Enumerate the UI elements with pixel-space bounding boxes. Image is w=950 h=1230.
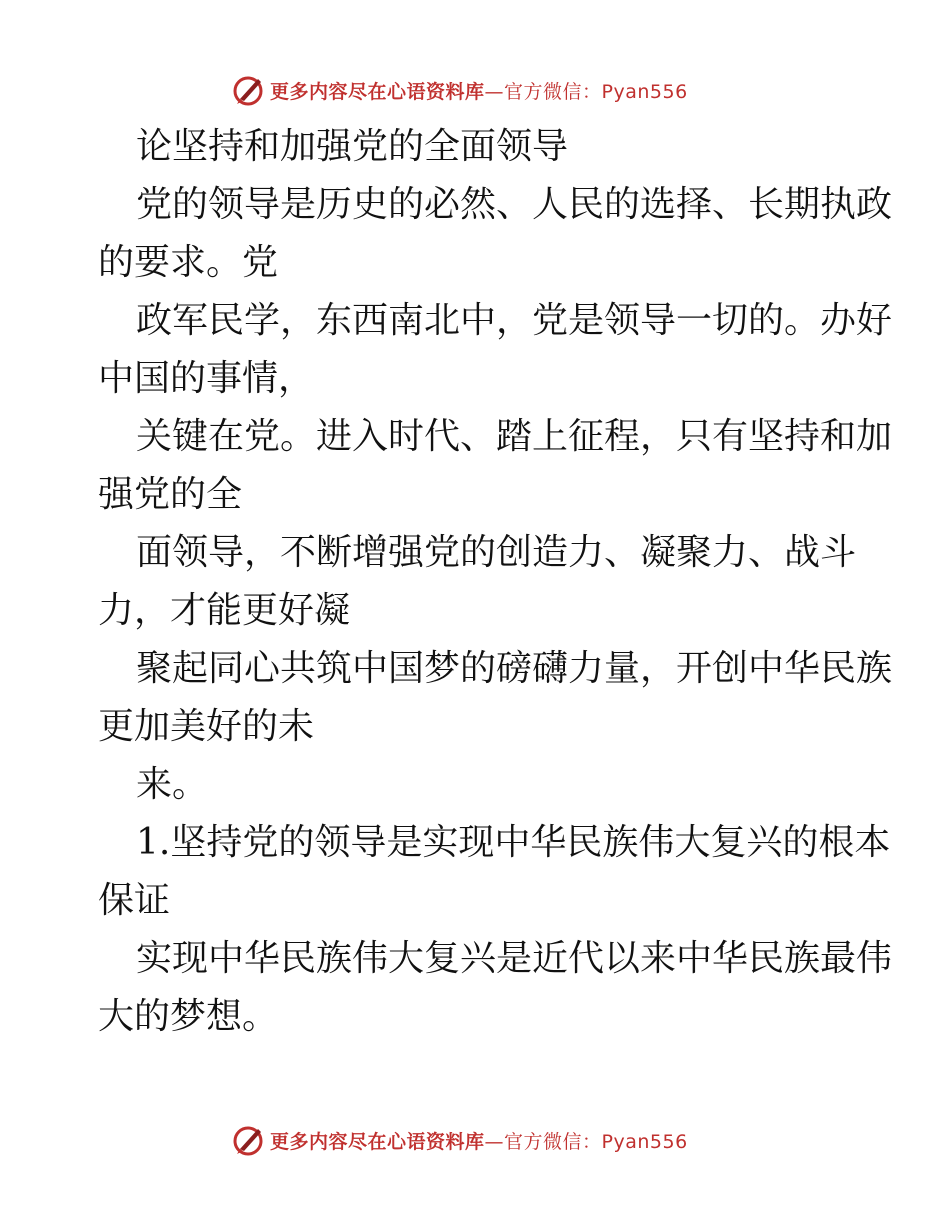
- text-line: 聚起同心共筑中国梦的磅礴力量，开创中华民族: [136, 648, 893, 689]
- text-line: 的要求。党: [98, 242, 279, 283]
- text-line: 中国的事情，: [98, 358, 315, 399]
- watermark-wechat-text: 官方微信：Pyan556: [504, 80, 688, 103]
- quill-logo-icon: [232, 73, 266, 107]
- text-line: 面领导，不断增强党的创造力、凝聚力、战斗: [136, 532, 857, 573]
- text-line: 关键在党。进入时代、踏上征程，只有坚持和加: [136, 416, 893, 457]
- text-line: 保证: [98, 880, 171, 921]
- text-line: 更加美好的未: [98, 706, 315, 747]
- document-body: [98, 118, 893, 1046]
- header-watermark: [232, 72, 712, 108]
- watermark-separator: —: [484, 80, 505, 103]
- text-line: 实现中华民族伟大复兴是近代以来中华民族最伟: [136, 938, 893, 979]
- watermark-main-text: 更多内容尽在心语资料库: [270, 1130, 485, 1153]
- text-line: 大的梦想。: [98, 996, 279, 1037]
- text-line: 党的领导是历史的必然、人民的选择、长期执政: [136, 184, 893, 225]
- section-heading: 1.坚持党的领导是实现中华民族伟大复兴的根本: [136, 822, 891, 863]
- text-line: 力，才能更好凝: [98, 590, 351, 631]
- watermark-separator: —: [484, 1130, 505, 1153]
- text-line: 强党的全: [98, 474, 243, 515]
- quill-logo-icon: [232, 1123, 266, 1157]
- text-line: 政军民学，东西南北中，党是领导一切的。办好: [136, 300, 893, 341]
- text-line: 来。: [136, 764, 209, 805]
- watermark-main-text: 更多内容尽在心语资料库: [270, 80, 485, 103]
- document-title: 论坚持和加强党的全面领导: [136, 126, 569, 167]
- watermark-wechat-text: 官方微信：Pyan556: [504, 1130, 688, 1153]
- footer-watermark: [232, 1122, 712, 1158]
